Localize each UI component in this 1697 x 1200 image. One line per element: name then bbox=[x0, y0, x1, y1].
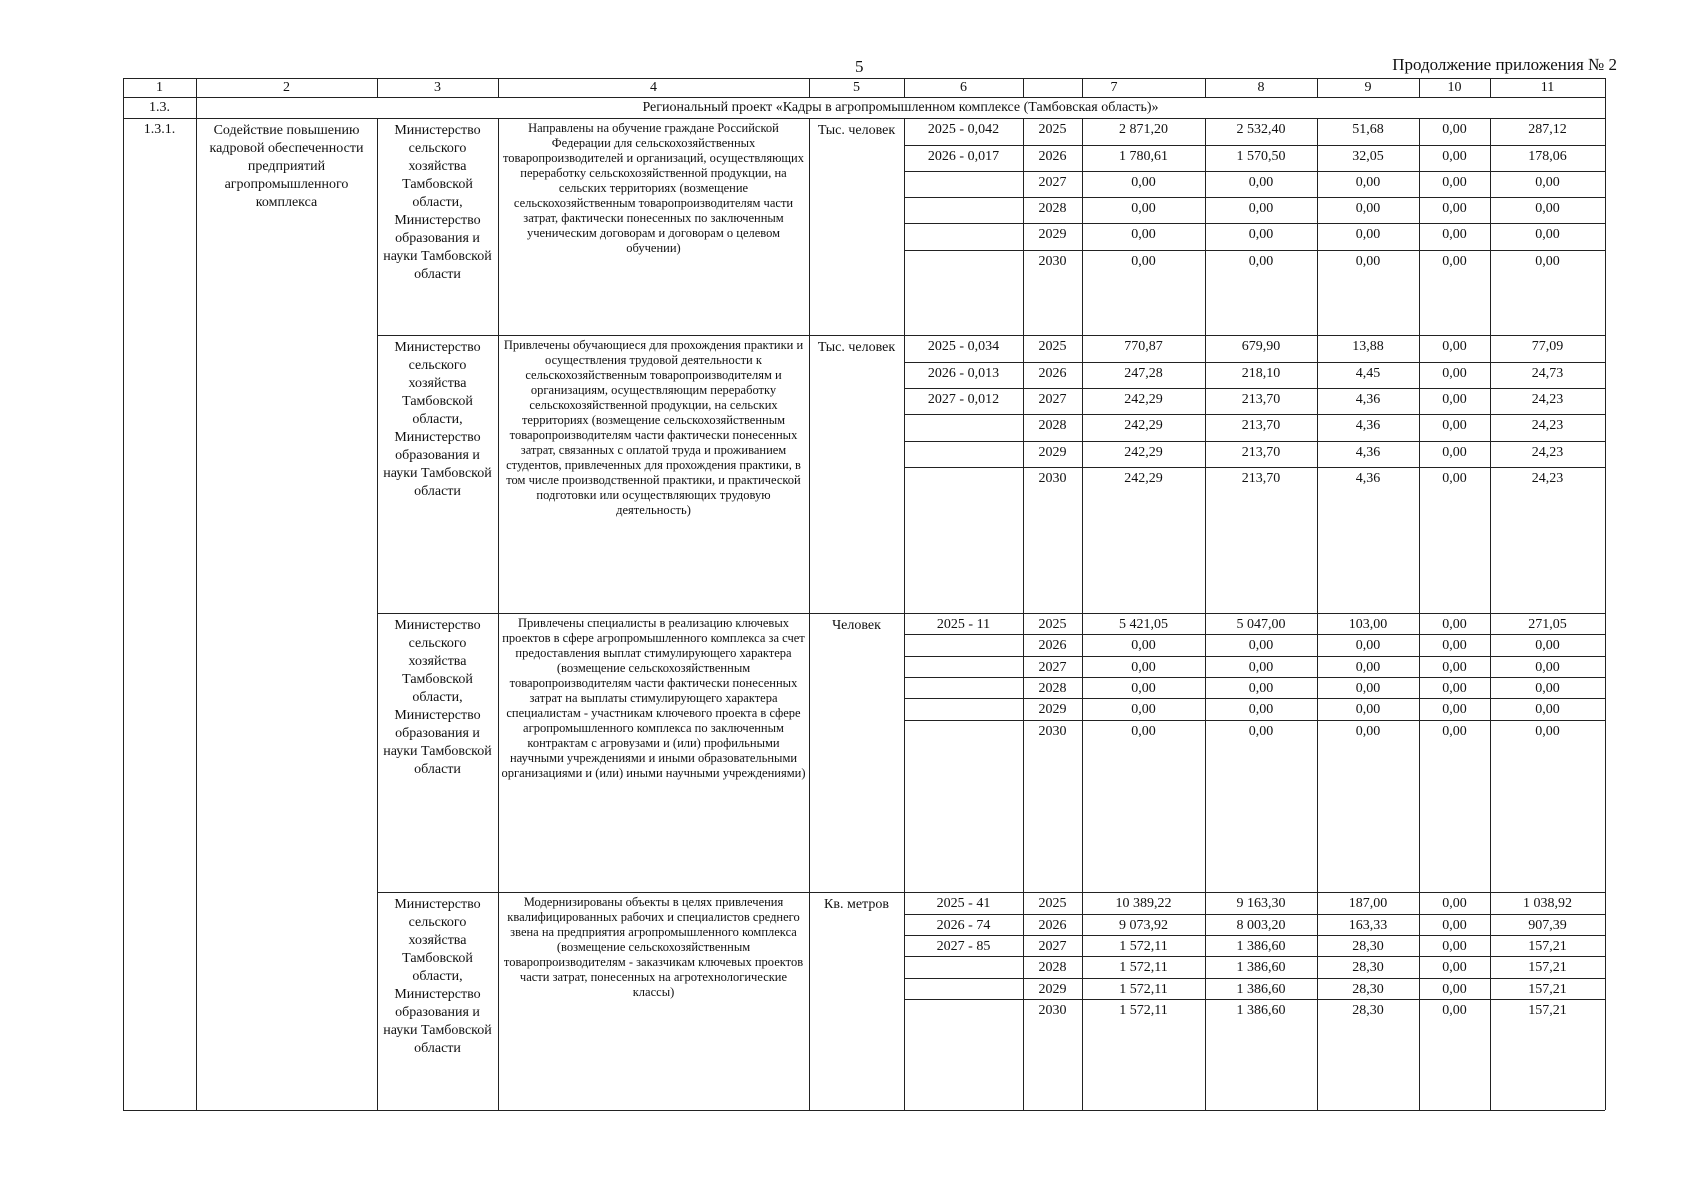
amount-cell: 0,00 bbox=[1442, 638, 1467, 653]
amount-cell: 0,00 bbox=[1442, 660, 1467, 675]
table-rule-horizontal bbox=[904, 698, 1023, 699]
amount-cell: 213,70 bbox=[1241, 418, 1281, 433]
amount-cell: 103,00 bbox=[1348, 617, 1388, 632]
table-rule-vertical bbox=[123, 78, 124, 1110]
amount-cell: 24,23 bbox=[1531, 471, 1564, 486]
amount-cell: 24,23 bbox=[1531, 445, 1564, 460]
unit-of-measure: Кв. метров bbox=[824, 897, 889, 912]
amount-cell: 0,00 bbox=[1248, 724, 1274, 739]
amount-cell: 0,00 bbox=[1131, 702, 1156, 717]
amount-cell: 0,00 bbox=[1535, 175, 1560, 190]
target-value: 2025 - 0,034 bbox=[927, 339, 1000, 354]
table-rule-horizontal bbox=[377, 335, 1605, 336]
amount-cell: 213,70 bbox=[1241, 392, 1281, 407]
amount-cell: 28,30 bbox=[1352, 982, 1384, 997]
amount-cell: 0,00 bbox=[1355, 175, 1381, 190]
column-header-number: 3 bbox=[434, 80, 441, 95]
table-rule-horizontal bbox=[1023, 656, 1605, 657]
item-code: 1.3.1. bbox=[143, 122, 176, 137]
measure-description: Привлечены специалисты в реализацию ключевых проектов в сфере агропромышленного комплекса за счет предоставления выплат стимулирующего характера (возмещение сельскохозяйственным товаропроизводителям части фактически понесенных затрат на выплаты стимулирующего характера специалистам - участникам ключевого проекта в сфере агропромышленного комплекса по заключенным контрактам с агровузами и (или) профильными научными учреждениями и иными образовательными организациями и (или) иными научными учреждениями) bbox=[501, 616, 806, 780]
table-rule-horizontal bbox=[1023, 441, 1605, 442]
amount-cell: 0,00 bbox=[1442, 227, 1467, 242]
amount-cell: 28,30 bbox=[1352, 1003, 1384, 1018]
amount-cell: 0,00 bbox=[1131, 638, 1156, 653]
amount-cell: 4,36 bbox=[1355, 392, 1381, 407]
amount-cell: 0,00 bbox=[1535, 660, 1560, 675]
amount-cell: 1 386,60 bbox=[1236, 939, 1286, 954]
amount-cell: 1 572,11 bbox=[1119, 960, 1168, 975]
amount-cell: 0,00 bbox=[1442, 1003, 1467, 1018]
year-cell: 2029 bbox=[1038, 445, 1067, 460]
column-header-number: 8 bbox=[1257, 80, 1265, 95]
amount-cell: 2 532,40 bbox=[1236, 122, 1286, 137]
amount-cell: 0,00 bbox=[1442, 617, 1467, 632]
amount-cell: 0,00 bbox=[1355, 227, 1381, 242]
table-rule-horizontal bbox=[1023, 634, 1605, 635]
amount-cell: 10 389,22 bbox=[1115, 896, 1172, 911]
amount-cell: 0,00 bbox=[1248, 681, 1274, 696]
year-cell: 2026 bbox=[1038, 366, 1067, 381]
table-rule-horizontal bbox=[904, 145, 1023, 146]
amount-cell: 242,29 bbox=[1124, 418, 1163, 433]
amount-cell: 0,00 bbox=[1355, 254, 1381, 269]
table-rule-horizontal bbox=[904, 171, 1023, 172]
amount-cell: 0,00 bbox=[1248, 175, 1274, 190]
amount-cell: 0,00 bbox=[1442, 149, 1467, 164]
amount-cell: 0,00 bbox=[1131, 254, 1156, 269]
table-rule-vertical bbox=[809, 118, 810, 1110]
amount-cell: 247,28 bbox=[1124, 366, 1163, 381]
year-cell: 2030 bbox=[1038, 1003, 1067, 1018]
amount-cell: 0,00 bbox=[1248, 227, 1274, 242]
amount-cell: 0,00 bbox=[1355, 702, 1381, 717]
table-rule-horizontal bbox=[904, 414, 1023, 415]
amount-cell: 0,00 bbox=[1131, 681, 1156, 696]
amount-cell: 0,00 bbox=[1535, 638, 1560, 653]
amount-cell: 0,00 bbox=[1442, 982, 1467, 997]
year-cell: 2028 bbox=[1038, 418, 1067, 433]
amount-cell: 0,00 bbox=[1535, 254, 1560, 269]
year-cell: 2025 bbox=[1038, 617, 1067, 632]
appendix-title: Продолжение приложения № 2 bbox=[1392, 55, 1617, 74]
table-rule-vertical bbox=[904, 118, 905, 1110]
year-cell: 2030 bbox=[1038, 724, 1067, 739]
table-rule-horizontal bbox=[904, 956, 1023, 957]
table-rule-horizontal bbox=[904, 677, 1023, 678]
measure-description: Привлечены обучающиеся для прохождения практики и осуществления трудовой деятельности к сельскохозяйственным товаропроизводителям и организациям, осуществляющим переработку сельскохозяйственной продукции, на сельских территориях (возмещение сельскохозяйственным товаропроизводителям части фактически понесенных затрат, связанных с оплатой труда и проживанием студентов, привлеченных для прохождения практики, в том числе производственной практики, и практической подготовки или осуществляющих трудовую деятельность) bbox=[503, 338, 804, 517]
table-rule-horizontal bbox=[1023, 250, 1605, 251]
amount-cell: 0,00 bbox=[1248, 201, 1274, 216]
target-value: 2025 - 0,042 bbox=[927, 122, 1000, 137]
table-rule-horizontal bbox=[904, 720, 1023, 721]
amount-cell: 287,12 bbox=[1528, 122, 1567, 137]
amount-cell: 77,09 bbox=[1531, 339, 1564, 354]
table-rule-horizontal bbox=[377, 613, 1605, 614]
year-cell: 2025 bbox=[1038, 896, 1067, 911]
amount-cell: 0,00 bbox=[1131, 201, 1156, 216]
table-rule-horizontal bbox=[904, 914, 1023, 915]
amount-cell: 0,00 bbox=[1535, 724, 1560, 739]
table-rule-horizontal bbox=[123, 118, 1605, 119]
target-value: 2026 - 74 bbox=[936, 918, 991, 933]
target-value: 2025 - 41 bbox=[936, 896, 991, 911]
table-rule-vertical bbox=[377, 118, 378, 1110]
year-cell: 2028 bbox=[1038, 960, 1067, 975]
amount-cell: 1 570,50 bbox=[1236, 149, 1286, 164]
amount-cell: 9 163,30 bbox=[1236, 896, 1286, 911]
unit-of-measure: Человек bbox=[832, 618, 881, 633]
amount-cell: 0,00 bbox=[1442, 339, 1467, 354]
column-header-number: 1 bbox=[156, 80, 163, 95]
amount-cell: 13,88 bbox=[1352, 339, 1384, 354]
table-rule-horizontal bbox=[123, 1110, 1605, 1111]
table-rule-horizontal bbox=[1023, 698, 1605, 699]
amount-cell: 0,00 bbox=[1355, 638, 1381, 653]
amount-cell: 0,00 bbox=[1442, 702, 1467, 717]
amount-cell: 0,00 bbox=[1442, 201, 1467, 216]
year-cell: 2029 bbox=[1038, 702, 1067, 717]
table-rule-horizontal bbox=[1023, 914, 1605, 915]
column-header-number: 4 bbox=[650, 80, 657, 95]
table-rule-horizontal bbox=[1023, 720, 1605, 721]
amount-cell: 0,00 bbox=[1248, 254, 1274, 269]
amount-cell: 1 038,92 bbox=[1523, 896, 1572, 911]
amount-cell: 28,30 bbox=[1352, 960, 1384, 975]
amount-cell: 0,00 bbox=[1442, 896, 1467, 911]
amount-cell: 271,05 bbox=[1528, 617, 1567, 632]
amount-cell: 0,00 bbox=[1442, 960, 1467, 975]
table-rule-horizontal bbox=[904, 999, 1023, 1000]
year-cell: 2027 bbox=[1038, 939, 1067, 954]
budget-table bbox=[123, 78, 1605, 1110]
column-header-number: 7 bbox=[1110, 80, 1118, 95]
year-cell: 2027 bbox=[1038, 392, 1067, 407]
target-value: 2027 - 85 bbox=[936, 939, 991, 954]
section-code: 1.3. bbox=[149, 100, 170, 115]
column-header-number: 5 bbox=[853, 80, 860, 95]
amount-cell: 218,10 bbox=[1241, 366, 1281, 381]
amount-cell: 0,00 bbox=[1131, 660, 1156, 675]
year-cell: 2025 bbox=[1038, 122, 1067, 137]
table-rule-horizontal bbox=[1023, 362, 1605, 363]
column-header-number: 9 bbox=[1364, 80, 1372, 95]
year-cell: 2027 bbox=[1038, 660, 1067, 675]
amount-cell: 0,00 bbox=[1248, 702, 1274, 717]
amount-cell: 4,36 bbox=[1355, 471, 1381, 486]
amount-cell: 0,00 bbox=[1131, 175, 1156, 190]
table-rule-horizontal bbox=[1023, 467, 1605, 468]
year-cell: 2030 bbox=[1038, 471, 1067, 486]
table-rule-horizontal bbox=[1023, 145, 1605, 146]
amount-cell: 157,21 bbox=[1528, 1003, 1567, 1018]
amount-cell: 770,87 bbox=[1124, 339, 1163, 354]
table-rule-vertical bbox=[1605, 78, 1606, 1110]
table-rule-horizontal bbox=[1023, 223, 1605, 224]
table-rule-horizontal bbox=[904, 935, 1023, 936]
amount-cell: 178,06 bbox=[1528, 149, 1567, 164]
amount-cell: 0,00 bbox=[1442, 681, 1467, 696]
target-value: 2026 - 0,017 bbox=[927, 149, 1000, 164]
year-cell: 2028 bbox=[1038, 681, 1067, 696]
amount-cell: 0,00 bbox=[1442, 366, 1467, 381]
year-cell: 2029 bbox=[1038, 982, 1067, 997]
amount-cell: 0,00 bbox=[1442, 392, 1467, 407]
amount-cell: 0,00 bbox=[1248, 638, 1274, 653]
amount-cell: 0,00 bbox=[1248, 660, 1274, 675]
table-rule-horizontal bbox=[904, 978, 1023, 979]
amount-cell: 1 572,11 bbox=[1119, 1003, 1168, 1018]
responsible-ministry: Министерство сельского хозяйства Тамбовской области, Министерство образования и науки Тамбовской области bbox=[383, 123, 492, 282]
amount-cell: 242,29 bbox=[1124, 392, 1163, 407]
amount-cell: 4,36 bbox=[1355, 445, 1381, 460]
responsible-ministry: Министерство сельского хозяйства Тамбовской области, Министерство образования и науки Тамбовской области bbox=[383, 618, 492, 777]
year-cell: 2026 bbox=[1038, 918, 1067, 933]
amount-cell: 28,30 bbox=[1352, 939, 1384, 954]
table-rule-horizontal bbox=[1023, 978, 1605, 979]
table-rule-horizontal bbox=[904, 223, 1023, 224]
amount-cell: 0,00 bbox=[1442, 724, 1467, 739]
amount-cell: 0,00 bbox=[1535, 702, 1560, 717]
year-cell: 2030 bbox=[1038, 254, 1067, 269]
table-rule-vertical bbox=[196, 97, 197, 1110]
table-rule-horizontal bbox=[904, 656, 1023, 657]
amount-cell: 5 047,00 bbox=[1236, 617, 1286, 632]
unit-of-measure: Тыс. человек bbox=[817, 340, 896, 355]
table-rule-horizontal bbox=[1023, 197, 1605, 198]
section-title: Региональный проект «Кадры в агропромышленном комплексе (Тамбовская область)» bbox=[642, 100, 1159, 115]
responsible-ministry: Министерство сельского хозяйства Тамбовской области, Министерство образования и науки Тамбовской области bbox=[383, 897, 492, 1056]
column-header-number: 10 bbox=[1447, 80, 1462, 95]
target-value: 2026 - 0,013 bbox=[927, 366, 1000, 381]
table-rule-horizontal bbox=[123, 78, 1605, 79]
amount-cell: 0,00 bbox=[1355, 660, 1381, 675]
amount-cell: 1 572,11 bbox=[1119, 939, 1168, 954]
table-rule-horizontal bbox=[904, 362, 1023, 363]
amount-cell: 8 003,20 bbox=[1236, 918, 1286, 933]
table-rule-horizontal bbox=[904, 467, 1023, 468]
amount-cell: 163,33 bbox=[1348, 918, 1388, 933]
amount-cell: 4,36 bbox=[1355, 418, 1381, 433]
amount-cell: 0,00 bbox=[1442, 254, 1467, 269]
table-rule-horizontal bbox=[1023, 935, 1605, 936]
amount-cell: 4,45 bbox=[1355, 366, 1381, 381]
year-cell: 2026 bbox=[1038, 638, 1067, 653]
amount-cell: 0,00 bbox=[1442, 445, 1467, 460]
table-rule-horizontal bbox=[904, 634, 1023, 635]
unit-of-measure: Тыс. человек bbox=[817, 123, 896, 138]
amount-cell: 157,21 bbox=[1528, 960, 1567, 975]
item-name: Содействие повышению кадровой обеспеченности предприятий агропромышленного комплекса bbox=[209, 123, 364, 210]
table-rule-horizontal bbox=[904, 388, 1023, 389]
amount-cell: 2 871,20 bbox=[1119, 122, 1168, 137]
year-cell: 2025 bbox=[1038, 339, 1067, 354]
amount-cell: 0,00 bbox=[1355, 201, 1381, 216]
table-rule-horizontal bbox=[904, 441, 1023, 442]
page-number: 5 bbox=[855, 57, 864, 76]
amount-cell: 24,23 bbox=[1531, 392, 1564, 407]
amount-cell: 157,21 bbox=[1528, 982, 1567, 997]
measure-description: Модернизированы объекты в целях привлечения квалифицированных рабочих и специалистов среднего звена на предприятия агропромышленного комплекса (возмещение сельскохозяйственным товаропроизводителям - заказчикам ключевых проектов части затрат, понесенных на агротехнологические классы) bbox=[503, 895, 804, 999]
column-header-number: 11 bbox=[1540, 80, 1555, 95]
amount-cell: 0,00 bbox=[1535, 201, 1560, 216]
amount-cell: 0,00 bbox=[1535, 681, 1560, 696]
column-header-number: 6 bbox=[960, 80, 967, 95]
amount-cell: 0,00 bbox=[1355, 681, 1381, 696]
amount-cell: 0,00 bbox=[1442, 918, 1467, 933]
amount-cell: 0,00 bbox=[1442, 175, 1467, 190]
table-rule-horizontal bbox=[1023, 999, 1605, 1000]
amount-cell: 1 386,60 bbox=[1236, 982, 1286, 997]
table-rule-horizontal bbox=[904, 197, 1023, 198]
amount-cell: 213,70 bbox=[1241, 445, 1281, 460]
amount-cell: 242,29 bbox=[1124, 445, 1163, 460]
amount-cell: 0,00 bbox=[1442, 418, 1467, 433]
amount-cell: 5 421,05 bbox=[1119, 617, 1168, 632]
amount-cell: 1 386,60 bbox=[1236, 960, 1286, 975]
table-rule-horizontal bbox=[1023, 388, 1605, 389]
amount-cell: 9 073,92 bbox=[1119, 918, 1168, 933]
table-rule-horizontal bbox=[904, 250, 1023, 251]
column-header-number: 2 bbox=[283, 80, 290, 95]
responsible-ministry: Министерство сельского хозяйства Тамбовской области, Министерство образования и науки Тамбовской области bbox=[383, 340, 492, 499]
amount-cell: 0,00 bbox=[1355, 724, 1381, 739]
amount-cell: 0,00 bbox=[1535, 227, 1560, 242]
amount-cell: 0,00 bbox=[1442, 939, 1467, 954]
amount-cell: 1 780,61 bbox=[1119, 149, 1168, 164]
amount-cell: 907,39 bbox=[1528, 918, 1567, 933]
measure-description: Направлены на обучение граждане Российской Федерации для сельскохозяйственных товаропроизводителей и организаций, осуществляющих переработку сельскохозяйственной продукции, на сельских территориях (возмещение сельскохозяйственным товаропроизводителям части затрат, фактически понесенных по заключенным ученическим договорам и договорам о целевом обучении) bbox=[502, 121, 804, 255]
amount-cell: 0,00 bbox=[1131, 227, 1156, 242]
amount-cell: 242,29 bbox=[1124, 471, 1163, 486]
amount-cell: 1 572,11 bbox=[1119, 982, 1168, 997]
amount-cell: 187,00 bbox=[1348, 896, 1388, 911]
amount-cell: 157,21 bbox=[1528, 939, 1567, 954]
amount-cell: 0,00 bbox=[1442, 122, 1467, 137]
amount-cell: 24,73 bbox=[1531, 366, 1564, 381]
year-cell: 2027 bbox=[1038, 175, 1067, 190]
amount-cell: 0,00 bbox=[1442, 471, 1467, 486]
amount-cell: 213,70 bbox=[1241, 471, 1281, 486]
amount-cell: 24,23 bbox=[1531, 418, 1564, 433]
table-rule-horizontal bbox=[377, 892, 1605, 893]
year-cell: 2029 bbox=[1038, 227, 1067, 242]
table-rule-horizontal bbox=[1023, 414, 1605, 415]
table-rule-horizontal bbox=[123, 97, 1605, 98]
year-cell: 2028 bbox=[1038, 201, 1067, 216]
table-rule-horizontal bbox=[1023, 677, 1605, 678]
amount-cell: 0,00 bbox=[1131, 724, 1156, 739]
amount-cell: 51,68 bbox=[1352, 122, 1384, 137]
target-value: 2027 - 0,012 bbox=[927, 392, 1000, 407]
year-cell: 2026 bbox=[1038, 149, 1067, 164]
amount-cell: 32,05 bbox=[1352, 149, 1384, 164]
target-value: 2025 - 11 bbox=[936, 617, 991, 632]
amount-cell: 679,90 bbox=[1241, 339, 1281, 354]
table-rule-horizontal bbox=[1023, 956, 1605, 957]
amount-cell: 1 386,60 bbox=[1236, 1003, 1286, 1018]
table-rule-vertical bbox=[498, 118, 499, 1110]
table-rule-horizontal bbox=[1023, 171, 1605, 172]
